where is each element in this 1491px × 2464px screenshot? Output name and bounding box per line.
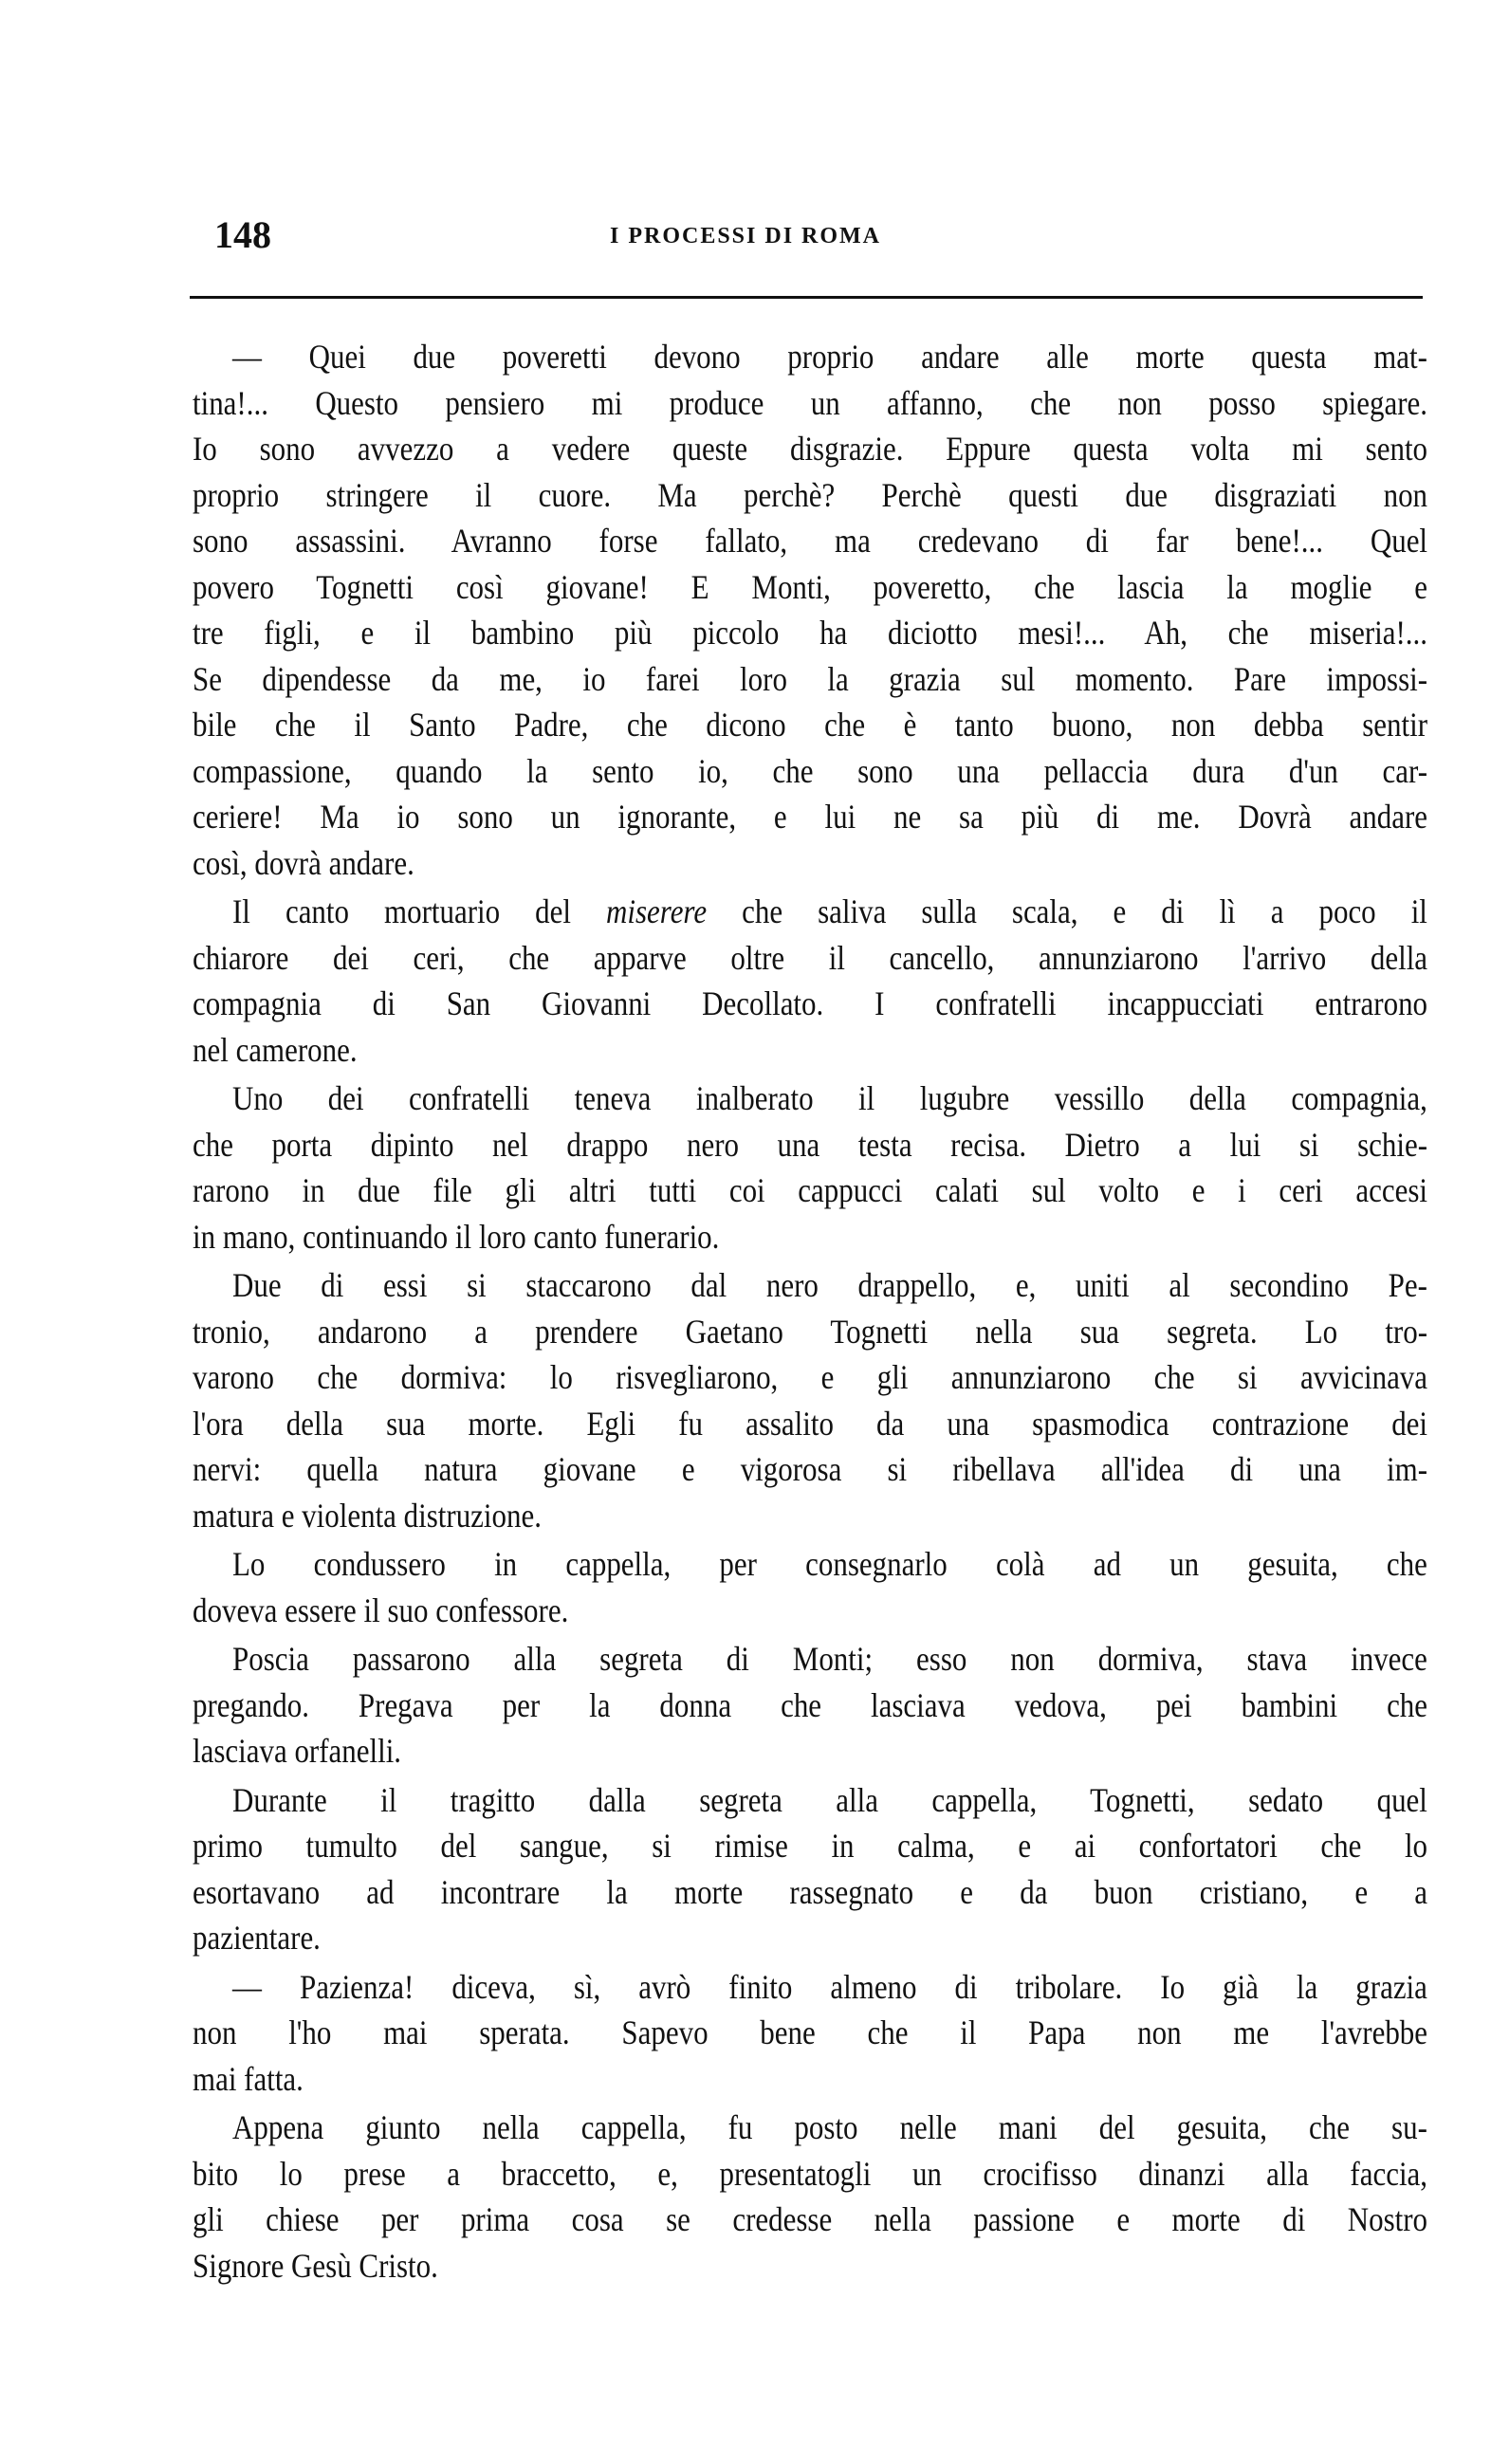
text-line: bile che il Santo Padre, che dicono che è tanto buono, non debba sentir [193,706,1428,744]
text-line: tina!... Questo pensiero mi produce un affanno, che non posso spiegare. [193,383,1428,422]
text-line: tre figli, e il bambino più piccolo ha diciotto mesi!... Ah, che miseria!... [193,614,1428,652]
text-line: così, dovrà andare. [193,843,414,882]
text-line: gli chiese per prima cosa se credesse nella passione e morte di Nostro [193,2200,1428,2238]
text-line: proprio stringere il cuore. Ma perchè? Perchè questi due disgraziati non [193,475,1428,514]
text-line: Io sono avvezzo a vedere queste disgrazie. Eppure questa volta mi sento [193,430,1428,468]
page-number: 148 [214,213,271,256]
text-line: compagnia di San Giovanni Decollato. I confratelli incappucciati entrarono [193,984,1428,1022]
text-line: Lo condussero in cappella, per consegnarlo colà ad un gesuita, che [232,1545,1427,1583]
text-line: Uno dei confratelli teneva inalberato il lugubre vessillo della compagnia, [232,1079,1427,1117]
text-line: chiarore dei ceri, che apparve oltre il cancello, annunziarono l'arrivo della [193,938,1428,977]
text-line: Se dipendesse da me, io farei loro la grazia sul momento. Pare impossi- [193,659,1428,698]
text-line: sono assassini. Avranno forse fallato, ma credevano di far bene!... Quel [193,522,1428,560]
text-line: primo tumulto del sangue, si rimise in calma, e ai confortatori che lo [193,1827,1428,1865]
text-line: Il canto mortuario del miserere che saliva sulla scala, e di lì a poco il [232,892,1427,930]
text-line: bito lo prese a braccetto, e, presentatogli un crocifisso dinanzi alla faccia, [193,2154,1428,2193]
text-line: pregando. Pregava per la donna che lasciava vedova, pei bambini che [193,1685,1428,1724]
text-line: Signore Gesù Cristo. [193,2246,438,2285]
text-line: Appena giunto nella cappella, fu posto nelle mani del gesuita, che su- [232,2108,1427,2146]
text-line: ceriere! Ma io sono un ignorante, e lui ne sa più di me. Dovrà andare [193,798,1428,836]
text-line: Due di essi si staccarono dal nero drappello, e, uniti al secondino Pe- [232,1266,1427,1304]
header-rule [190,296,1423,299]
text-line: l'ora della sua morte. Egli fu assalito da una spasmodica contrazione dei [193,1404,1428,1443]
text-line: lasciava orfanelli. [193,1732,402,1770]
text-line: pazientare. [193,1919,321,1957]
text-line: tronio, andarono a prendere Gaetano Tognetti nella sua segreta. Lo tro- [193,1312,1428,1351]
text-line: nel camerone. [193,1030,358,1069]
text-line: — Quei due poveretti devono proprio andare alle morte questa mat- [232,338,1427,376]
text-line: che porta dipinto nel drappo nero una testa recisa. Dietro a lui si schie- [193,1125,1428,1164]
text-line: rarono in due file gli altri tutti coi cappucci calati sul volto e i ceri accesi [193,1171,1428,1209]
text-line: doveva essere il suo confessore. [193,1591,569,1629]
text-line: compassione, quando la sento io, che sono una pellaccia dura d'un car- [193,751,1428,790]
italic-word: miserere [606,892,708,930]
text-line: non l'ho mai sperata. Sapevo bene che il Papa non me l'avrebbe [193,2013,1428,2051]
text-line: nervi: quella natura giovane e vigorosa si ribellava all'idea di una im- [193,1450,1428,1488]
text-line: Poscia passarono alla segreta di Monti; esso non dormiva, stava invece [232,1640,1427,1678]
text-line: esortavano ad incontrare la morte rassegnato e da buon cristiano, e a [193,1872,1428,1911]
text-line: varono che dormiva: lo risvegliarono, e gli annunziarono che si avvicinava [193,1358,1428,1396]
text-line: Durante il tragitto dalla segreta alla cappella, Tognetti, sedato quel [232,1780,1427,1819]
text-line: in mano, continuando il loro canto funerario. [193,1217,720,1256]
running-title: I PROCESSI DI ROMA [609,224,882,248]
text-line: — Pazienza! diceva, sì, avrò finito almeno di tribolare. Io già la grazia [232,1967,1427,2006]
text-line: povero Tognetti così giovane! E Monti, poveretto, che lascia la moglie e [193,567,1428,606]
text-line: matura e violenta distruzione. [193,1496,542,1535]
text-line: mai fatta. [193,2059,304,2098]
